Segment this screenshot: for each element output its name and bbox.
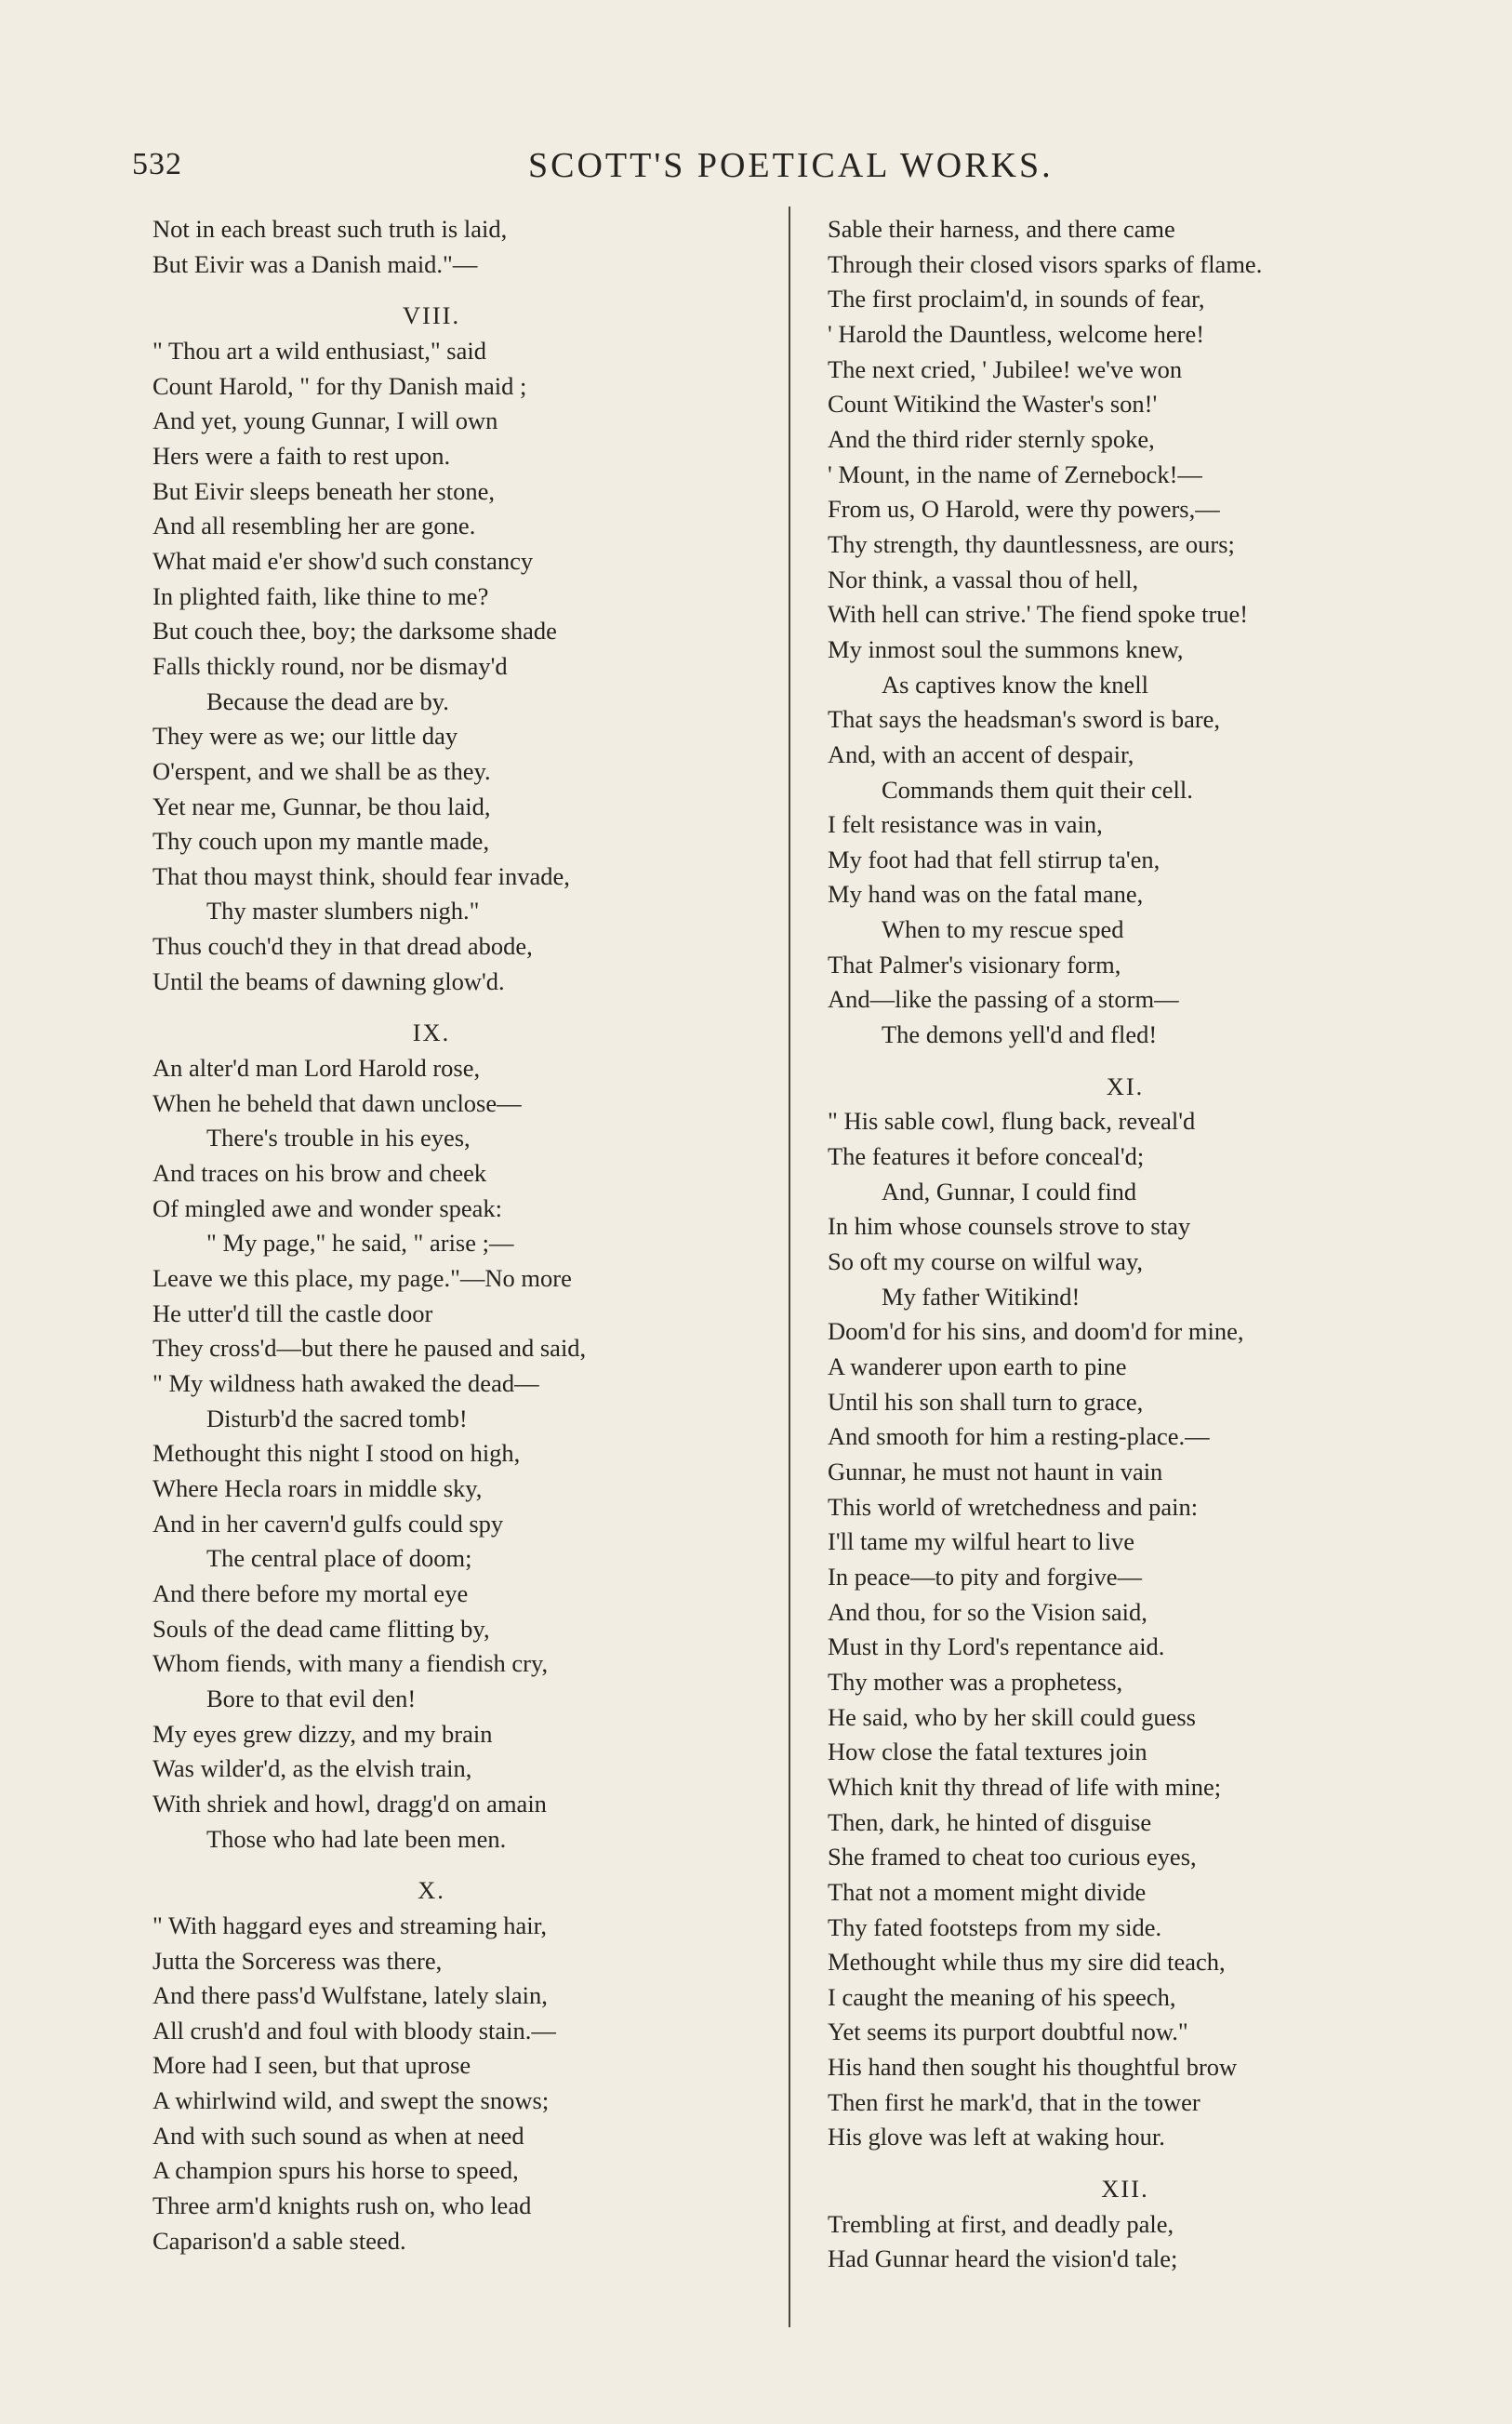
verse-line: My foot had that fell stirrup ta'en, (828, 845, 1161, 873)
verse-line: Thy couch upon my mantle made, (153, 827, 490, 856)
verse-line: She framed to cheat too curious eyes, (828, 1843, 1197, 1871)
verse-line: Doom'd for his sins, and doom'd for mine, (828, 1317, 1244, 1346)
verse-line: Of mingled awe and wonder speak: (153, 1193, 503, 1222)
verse-line: " My wildness hath awaked the dead— (153, 1369, 539, 1397)
verse-line: Whom fiends, with many a fiendish cry, (153, 1649, 549, 1678)
verse-line: That not a moment might divide (828, 1877, 1147, 1906)
verse-line: " With haggard eyes and streaming hair, (153, 1911, 547, 1939)
verse-line: An alter'd man Lord Harold rose, (153, 1054, 481, 1083)
verse-line: Count Witikind the Waster's son!' (828, 390, 1158, 419)
verse-line: Jutta the Sorceress was there, (153, 1946, 443, 1975)
verse-line: Leave we this place, my page."—No more (153, 1264, 572, 1293)
verse-line: Was wilder'd, as the elvish train, (153, 1754, 472, 1783)
verse-line: I caught the meaning of his speech, (828, 1982, 1176, 2011)
verse-line: But Eivir was a Danish maid."— (153, 249, 478, 278)
verse-line: Thy master slumbers nigh." (206, 897, 480, 926)
verse-line: Hers were a faith to rest upon. (153, 441, 451, 470)
verse-line: More had I seen, but that uprose (153, 2051, 471, 2080)
verse-line: And yet, young Gunnar, I will own (153, 406, 498, 435)
verse-line: The features it before conceal'd; (828, 1142, 1145, 1171)
stanza-number: IX. (412, 1019, 451, 1047)
verse-line: They cross'd—but there he paused and said, (153, 1334, 587, 1363)
verse-line: Yet seems its purport doubtful now." (828, 2018, 1188, 2046)
verse-line: Not in each breast such truth is laid, (153, 215, 508, 243)
verse-line: " My page," he said, " arise ;— (206, 1229, 514, 1258)
verse-line: That says the headsman's sword is bare, (828, 705, 1221, 734)
verse-line: As captives know the knell (882, 670, 1149, 699)
verse-line: And the third rider sternly spoke, (828, 424, 1155, 453)
verse-line: My hand was on the fatal mane, (828, 880, 1144, 909)
running-title: SCOTT'S POETICAL WORKS. (528, 146, 1054, 185)
verse-line: Where Hecla roars in middle sky, (153, 1473, 483, 1502)
right-column (828, 212, 1386, 2277)
verse-line: The demons yell'd and fled! (882, 1020, 1158, 1049)
stanza-number: XI. (1106, 1072, 1145, 1100)
verse-line: And, Gunnar, I could find (882, 1177, 1137, 1205)
verse-line: When to my rescue sped (882, 915, 1124, 944)
verse-line: The next cried, ' Jubilee! we've won (828, 354, 1183, 383)
verse-line: His hand then sought his thoughtful brow (828, 2053, 1238, 2082)
verse-line: O'erspent, and we shall be as they. (153, 756, 491, 785)
verse-line: Had Gunnar heard the vision'd tale; (828, 2244, 1178, 2273)
column-divider (789, 206, 790, 2327)
verse-line: And—like the passing of a storm— (828, 985, 1179, 1014)
verse-line: In peace—to pity and forgive— (828, 1562, 1143, 1591)
verse-line: Souls of the dead came flitting by, (153, 1614, 490, 1643)
verse-line: Thy strength, thy dauntlessness, are ours; (828, 529, 1235, 558)
verse-line: There's trouble in his eyes, (206, 1124, 471, 1152)
verse-line: Must in thy Lord's repentance aid. (828, 1632, 1165, 1661)
verse-line: The first proclaim'd, in sounds of fear, (828, 285, 1205, 313)
verse-line: From us, O Harold, were thy powers,— (828, 495, 1220, 524)
verse-line: And traces on his brow and cheek (153, 1159, 487, 1188)
verse-line: " His sable cowl, flung back, reveal'd (828, 1107, 1196, 1136)
verse-line: All crush'd and foul with bloody stain.— (153, 2016, 556, 2044)
page-number: 532 (132, 147, 182, 181)
verse-line: Which knit thy thread of life with mine; (828, 1772, 1222, 1801)
verse-line: And, with an accent of despair, (828, 739, 1134, 768)
verse-line: But couch thee, boy; the darksome shade (153, 617, 557, 646)
verse-line: A champion spurs his horse to speed, (153, 2156, 519, 2185)
stanza-number: XII. (1101, 2175, 1149, 2204)
verse-line: That Palmer's visionary form, (828, 950, 1121, 979)
verse-line: Gunnar, he must not haunt in vain (828, 1457, 1163, 1485)
verse-line: Thy fated footsteps from my side. (828, 1912, 1162, 1941)
verse-line: In him whose counsels strove to stay (828, 1212, 1191, 1241)
verse-line: My inmost soul the summons knew, (828, 634, 1184, 663)
verse-line: Through their closed visors sparks of flame. (828, 249, 1263, 278)
verse-line: With hell can strive.' The fiend spoke true! (828, 600, 1249, 629)
verse-line: Until his son shall turn to grace, (828, 1387, 1144, 1416)
left-column (153, 212, 748, 2258)
verse-line: Then, dark, he hinted of disguise (828, 1807, 1152, 1836)
verse-line: He utter'd till the castle door (153, 1299, 433, 1327)
verse-line: And there before my mortal eye (153, 1578, 469, 1607)
verse-line: And thou, for so the Vision said, (828, 1597, 1147, 1626)
verse-line: In plighted faith, like thine to me? (153, 581, 489, 610)
verse-line: Sable their harness, and there came (828, 215, 1175, 243)
verse-line: And with such sound as when at need (153, 2121, 524, 2150)
stanza-number: VIII. (402, 301, 461, 330)
verse-line: Thy mother was a prophetess, (828, 1667, 1123, 1696)
verse-line: Count Harold, " for thy Danish maid ; (153, 371, 527, 400)
page-header (0, 140, 1512, 195)
verse-line: Then first he mark'd, that in the tower (828, 2087, 1200, 2116)
verse-line: " Thou art a wild enthusiast," said (153, 336, 486, 365)
verse-line: Methought while thus my sire did teach, (828, 1948, 1226, 1977)
verse-line: My eyes grew dizzy, and my brain (153, 1719, 493, 1748)
verse-line: How close the fatal textures join (828, 1738, 1147, 1766)
verse-line: Because the dead are by. (206, 686, 449, 715)
verse-line: Methought this night I stood on high, (153, 1439, 521, 1468)
verse-line: And smooth for him a resting-place.— (828, 1422, 1210, 1451)
verse-line: Three arm'd knights rush on, who lead (153, 2191, 532, 2220)
verse-line: Bore to that evil den! (206, 1684, 417, 1712)
verse-line: My father Witikind! (882, 1282, 1081, 1311)
verse-line: ' Harold the Dauntless, welcome here! (828, 319, 1205, 348)
verse-line: And in her cavern'd gulfs could spy (153, 1509, 504, 1538)
verse-line: This world of wretchedness and pain: (828, 1492, 1199, 1521)
verse-line: Thus couch'd they in that dread abode, (153, 932, 533, 961)
verse-line: Falls thickly round, nor be dismay'd (153, 651, 508, 680)
verse-line: They were as we; our little day (153, 722, 458, 751)
verse-line: What maid e'er show'd such constancy (153, 546, 534, 575)
verse-line: Yet near me, Gunnar, be thou laid, (153, 792, 491, 820)
verse-line: Caparison'd a sable steed. (153, 2226, 406, 2255)
stanza-number: X. (418, 1876, 445, 1905)
verse-line: That thou mayst think, should fear invade, (153, 861, 570, 890)
verse-line: A whirlwind wild, and swept the snows; (153, 2086, 550, 2115)
verse-line: When he beheld that dawn unclose— (153, 1088, 522, 1117)
verse-line: And all resembling her are gone. (153, 512, 476, 540)
verse-line: The central place of doom; (206, 1544, 472, 1573)
verse-line: And there pass'd Wulfstane, lately slain, (153, 1981, 548, 2010)
verse-line: With shriek and howl, dragg'd on amain (153, 1789, 547, 1818)
verse-line: ' Mount, in the name of Zernebock!— (828, 459, 1202, 488)
verse-line: Nor think, a vassal thou of hell, (828, 565, 1139, 593)
verse-line: Trembling at first, and deadly pale, (828, 2209, 1174, 2238)
verse-line: I'll tame my wilful heart to live (828, 1527, 1135, 1556)
verse-line: His glove was left at waking hour. (828, 2123, 1165, 2151)
verse-line: Disturb'd the sacred tomb! (206, 1404, 468, 1432)
verse-line: Commands them quit their cell. (882, 775, 1193, 804)
verse-line: Those who had late been men. (206, 1824, 507, 1853)
verse-line: He said, who by her skill could guess (828, 1702, 1196, 1731)
verse-line: A wanderer upon earth to pine (828, 1352, 1127, 1380)
verse-line: But Eivir sleeps beneath her stone, (153, 476, 495, 505)
verse-line: I felt resistance was in vain, (828, 810, 1103, 839)
verse-line: Until the beams of dawning glow'd. (153, 966, 505, 995)
verse-line: So oft my course on wilful way, (828, 1247, 1144, 1276)
